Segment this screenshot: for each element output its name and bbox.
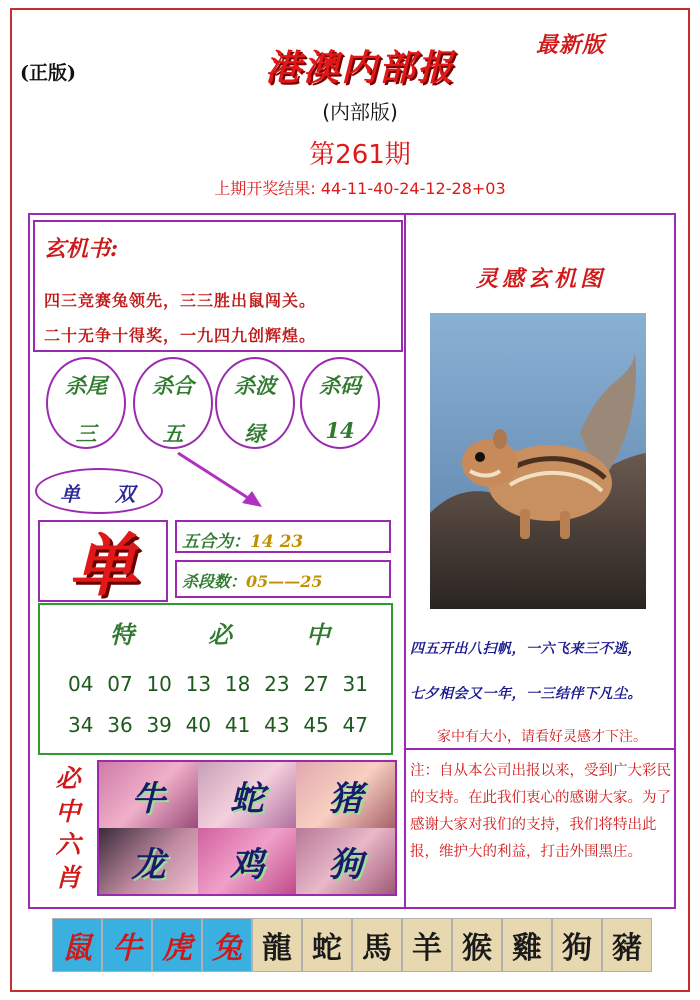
liuxiao-label-char: 六 (55, 830, 81, 859)
liuxiao-cell (198, 762, 297, 828)
kill-value-code: 14 (325, 418, 355, 443)
duanshu-label: 杀段数： (182, 572, 247, 591)
zodiac-cell: 狗 (552, 918, 602, 972)
liuxiao-label (50, 762, 86, 894)
number-cell: 43 (264, 713, 290, 737)
zhengban-label: (正版) (20, 62, 76, 84)
liuxiao-cell (198, 828, 297, 894)
xuanji-title: 玄机书: (44, 236, 119, 262)
zodiac-cell: 雞 (502, 918, 552, 972)
liuxiao-grid (97, 760, 397, 896)
number-cell: 36 (107, 713, 133, 737)
liuxiao-label-char: 中 (55, 797, 81, 826)
danshuang-label: 单 双 (60, 482, 149, 506)
zodiac-cell: 猴 (452, 918, 502, 972)
number-cell: 27 (303, 672, 329, 696)
wuhe-value: 14 23 (250, 532, 304, 552)
number-cell: 18 (224, 672, 251, 696)
liuxiao-label-char: 肖 (55, 863, 81, 892)
tebizhong-title (110, 615, 330, 650)
last-result-label: 上期开奖结果: (214, 179, 316, 198)
note-text: 注：自从本公司出报以来，受到广大彩民的支持。在此我们衷心的感谢大家。为了感谢大家对我们的支持，我们将特出此报，维护大的利益，打击外围黑庄。 (410, 763, 671, 860)
tebizhong-char-3: 中 (306, 620, 330, 649)
liuxiao-label-char: 必 (55, 764, 81, 793)
number-cell: 23 (264, 672, 290, 696)
zodiac-cell: 龍 (252, 918, 302, 972)
zodiac-cell: 牛 (102, 918, 152, 972)
last-result-numbers: 44-11-40-24-12-28+03 (320, 179, 506, 198)
last-result (0, 176, 700, 199)
column-divider (404, 213, 406, 909)
kill-value-sum: 五 (162, 421, 184, 446)
zodiac-cell: 豬 (602, 918, 652, 972)
number-cell: 31 (342, 672, 368, 696)
duanshu-text (182, 569, 323, 592)
number-cell: 07 (107, 672, 133, 696)
zodiac-cell: 鼠 (52, 918, 102, 972)
number-row-1 (68, 672, 368, 696)
number-cell: 39 (146, 713, 172, 737)
note-divider (406, 748, 676, 750)
number-cell: 04 (68, 672, 94, 696)
zodiac-cell: 羊 (402, 918, 452, 972)
newest-badge: 最新版 (536, 32, 606, 58)
wuhe-text (182, 527, 303, 552)
liuxiao-cell (296, 828, 395, 894)
tebizhong-char-2: 必 (208, 620, 232, 649)
kill-label-wave: 杀波 (234, 373, 276, 398)
pick-char: 单 (68, 526, 137, 606)
kill-value-wave: 绿 (244, 421, 266, 446)
number-cell: 13 (185, 672, 212, 696)
liuxiao-cell (99, 828, 198, 894)
kill-value-tail: 三 (75, 421, 97, 446)
liuxiao-item: 猪 (328, 778, 363, 819)
number-cell: 41 (224, 713, 251, 737)
liuxiao-cell (99, 762, 198, 828)
page-title: 港澳内部报 (264, 47, 455, 89)
xuanji-line-1: 四三竞赛兔领先，三三胜出鼠闯关。 (44, 291, 317, 310)
poem-line-1: 四五开出八扫帆，一六飞来三不逃， (410, 641, 642, 657)
liuxiao-item: 牛 (131, 778, 166, 819)
number-cell: 45 (303, 713, 329, 737)
number-cell: 34 (68, 713, 94, 737)
tebizhong-char-1: 特 (110, 620, 134, 649)
liuxiao-item: 狗 (328, 844, 363, 885)
lingcang-title: 灵感玄机图 (475, 266, 606, 292)
liuxiao-item: 鸡 (229, 844, 264, 885)
liuxiao-item: 蛇 (229, 778, 264, 819)
issue-number: 第261期 (309, 140, 411, 170)
duanshu-value: 05——25 (246, 572, 323, 591)
kill-label-sum: 杀合 (152, 373, 194, 398)
kill-label-tail: 杀尾 (65, 373, 107, 398)
liuxiao-item: 龙 (131, 844, 166, 885)
zodiac-cell: 兔 (202, 918, 252, 972)
zodiac-cell: 蛇 (302, 918, 352, 972)
edition-label: (内部版) (322, 100, 398, 124)
poem-line-2: 七夕相会又一年，一三结伴下凡尘。 (410, 686, 642, 702)
zodiac-bar (52, 918, 652, 972)
zodiac-cell: 馬 (352, 918, 402, 972)
liuxiao-cell (296, 762, 395, 828)
wuhe-label: 五合为： (182, 532, 250, 552)
zodiac-cell: 虎 (152, 918, 202, 972)
kill-label-code: 杀码 (319, 373, 361, 398)
number-cell: 40 (185, 713, 212, 737)
number-cell: 47 (342, 713, 368, 737)
hint-text: 家中有大小，请看好灵感才下注。 (437, 729, 647, 745)
chipmunk-photo (430, 313, 646, 609)
arrow-icon (170, 445, 270, 515)
number-cell: 10 (146, 672, 172, 696)
number-row-2 (68, 713, 368, 737)
xuanji-line-2: 二十无争十得奖，一九四九创辉煌。 (44, 326, 317, 345)
